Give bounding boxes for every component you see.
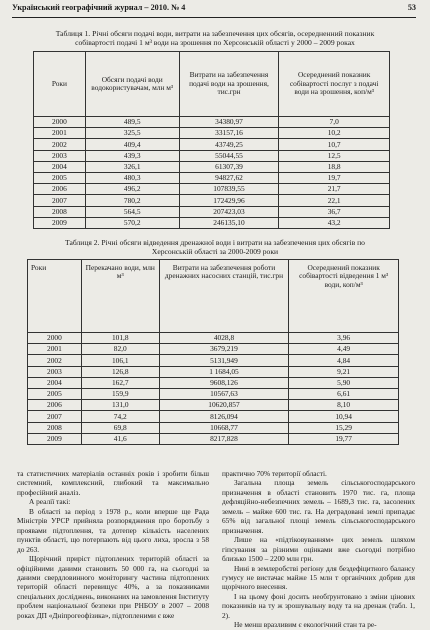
table-cell: 8,10 [289,400,399,411]
table-row [34,117,390,128]
table-cell: 2002 [34,139,86,150]
table-cell: 19,77 [289,433,399,444]
table-cell: 10567,63 [159,388,289,399]
body-paragraph: Нині в землеробстві регіону для бездефіцитного балансу гумусу не вистачає майже 15 млн т органічних добрив для щорічного внесення. [222,563,415,592]
table-cell: 74,2 [81,411,159,422]
table-cell: 10,94 [289,411,399,422]
table-row [28,333,399,344]
table-cell: 325,5 [85,128,179,139]
table-cell: 2008 [34,206,86,217]
table-row [34,206,390,217]
table-cell: 480,3 [85,172,179,183]
table-row [28,344,399,355]
table-cell: 9608,126 [159,377,289,388]
table-cell: 172429,96 [179,195,279,206]
table-cell: 570,2 [85,217,179,228]
page-number: 53 [407,3,416,12]
table-cell: 780,2 [85,195,179,206]
table-cell: 101,8 [81,333,159,344]
body-paragraph: Щорічний приріст підтоплених територій області за офіційними даними становить 50 000 га, на сьогодні за даними свердловинного моніторингу частина підтоплених територій області перевищує 40%, а за показниками спеціальних досліджень, виконаних на замовлення Інституту проблем національної безпеки при РНБОУ в 2007 – 2008 роках ДП «Дніпрогеофізика», підтопленими є вже [17,554,209,620]
table2-header-unit-cost: Осереднений показник собівартості відведення 1 м³ води, коп/м³ [289,260,399,333]
table-row [28,433,399,444]
table-cell: 10,7 [279,139,390,150]
table-cell: 2009 [34,217,86,228]
table2-header-row [28,260,399,333]
table-cell: 2005 [28,388,82,399]
table-cell: 2008 [28,422,82,433]
table-cell: 3679,219 [159,344,289,355]
table-cell: 496,2 [85,184,179,195]
table-row [28,355,399,366]
table-cell: 12,5 [279,150,390,161]
table-cell: 19,7 [279,172,390,183]
table-cell: 107839,55 [179,184,279,195]
running-head [12,3,416,18]
table-cell: 1 1684,05 [159,366,289,377]
journal-title: Український географічний журнал – 2010. № 4 [12,3,186,12]
table-cell: 246135,10 [179,217,279,228]
body-paragraph: та статистичних матеріалів останніх років і зробити більш системний, комплексний, глибокий та максимально професійний аналіз. [17,469,209,497]
table-cell: 409,4 [85,139,179,150]
table-row [34,195,390,206]
table-cell: 8126,094 [159,411,289,422]
table-cell: 22,1 [279,195,390,206]
table-cell: 126,8 [81,366,159,377]
table2-caption-line2: Херсонській області за 2000-2009 роки [151,247,279,256]
table1-caption-line1: Таблиця 1. Річні обсяги подачі води, витрати на забезпечення цих обсягів, осередненний показник [55,29,375,38]
table1 [33,51,390,229]
table-row [28,422,399,433]
body-column-right [222,469,415,630]
table-cell: 61307,39 [179,161,279,172]
table-cell: 43,2 [279,217,390,228]
body-column-left [17,469,209,620]
table-cell: 2003 [34,150,86,161]
table-cell: 207423,03 [179,206,279,217]
table-row [34,217,390,228]
table-cell: 2009 [28,433,82,444]
table-cell: 2004 [34,161,86,172]
table-cell: 131,0 [81,400,159,411]
body-paragraph: практично 70% території області. [222,469,327,478]
table-cell: 564,5 [85,206,179,217]
body-paragraph: В області за період з 1978 р., коли вперше ще Рада Міністрів УРСР прийняла розпорядження про боротьбу з проявами підтоплення, та дотепер кількість населених пунктів області, що потерпають від цього лиха, зросла з 58 до 263. [17,506,209,554]
table-cell: 106,1 [81,355,159,366]
body-paragraph: І на цьому фоні досить необґрунтовано з зміни цінових показників на ту ж зрошувальну воду та на дренаж (табл. 1, 2). [222,591,415,620]
table-cell: 94827,62 [179,172,279,183]
table-cell: 55044,55 [179,150,279,161]
table-cell: 41,6 [81,433,159,444]
table-row [34,161,390,172]
table1-header-volume: Обсяги подачі води водокористувачам, млн м³ [85,52,179,117]
table-row [28,411,399,422]
body-paragraph: Не менш вразливим є екологічний стан та ре- [234,620,377,630]
table1-header-cost: Витрати на забезпечення подачі води на зрошення, тис.грн [179,52,279,117]
table-cell: 326,1 [85,161,179,172]
table-cell: 2006 [34,184,86,195]
table1-caption-line2: собівартості подачі 1 м³ води на зрошення по Херсонській області у 2000 – 2009 роках [75,38,355,47]
table-cell: 2003 [28,366,82,377]
table2-header-cost: Витрати на забезпечення роботи дренажних насосних станцій, тис.грн [159,260,289,333]
table-cell: 2001 [28,344,82,355]
table-cell: 4028,8 [159,333,289,344]
table-cell: 2004 [28,377,82,388]
table1-body [34,117,390,229]
table-cell: 34380,97 [179,117,279,128]
body-paragraph: Загальна площа земель сільськогосподарського призначення в області становить 1970 тис. га, площа дефляційно-небезпечних земель – 1689,3 тис. га, засолених земель – майже 600 тис. га. На деградовані землі припадає 65% від загальної площі земель сільськогосподарського призначення. [222,478,415,535]
table-cell: 4,49 [289,344,399,355]
table-cell: 5,90 [289,377,399,388]
table1-header-unit-cost: Осереднений показник собівартості послуг з подачі води на зрошення, коп/м³ [279,52,390,117]
table-cell: 5131,949 [159,355,289,366]
table-cell: 36,7 [279,206,390,217]
table-row [34,150,390,161]
table-cell: 2001 [34,128,86,139]
table-cell: 2002 [28,355,82,366]
table-row [28,366,399,377]
body-paragraph: А реалії такі: [29,497,71,507]
table1-header-year: Роки [34,52,86,117]
table-cell: 9,21 [289,366,399,377]
table2 [27,259,399,445]
table-cell: 10668,77 [159,422,289,433]
table-row [34,128,390,139]
table-cell: 8217,828 [159,433,289,444]
table2-caption [14,238,416,256]
table-cell: 33157,16 [179,128,279,139]
table-cell: 2000 [34,117,86,128]
table-cell: 18,8 [279,161,390,172]
table-cell: 21,7 [279,184,390,195]
body-paragraph: Лише на «підтіковуванням» цих земель шляхом гіпсування за різними оцінками вже сьогодні потрібно близько 1500 – 2200 млн грн. [222,535,415,564]
table1-caption [14,29,416,47]
table-cell: 10,2 [279,128,390,139]
table-row [28,377,399,388]
table-row [28,388,399,399]
table-cell: 82,0 [81,344,159,355]
table-row [34,139,390,150]
table-cell: 2006 [28,400,82,411]
table-cell: 439,3 [85,150,179,161]
table-cell: 4,84 [289,355,399,366]
table-cell: 2007 [28,411,82,422]
table-cell: 15,29 [289,422,399,433]
table-cell: 489,5 [85,117,179,128]
table-row [34,184,390,195]
table-cell: 7,0 [279,117,390,128]
table-cell: 10620,857 [159,400,289,411]
table1-header-row [34,52,390,117]
table2-caption-line1: Таблиця 2. Річні обсяги відведення дренажної води і витрати на забезпечення цих обсягів по [65,238,365,247]
table-cell: 6,61 [289,388,399,399]
table-cell: 69,8 [81,422,159,433]
table-cell: 162,7 [81,377,159,388]
table2-header-pumped: Перекачано води, млн м³ [81,260,159,333]
table-cell: 3,96 [289,333,399,344]
table-row [34,172,390,183]
table-cell: 159,9 [81,388,159,399]
table-cell: 43749,25 [179,139,279,150]
table2-header-year: Роки [28,260,82,333]
table-cell: 2005 [34,172,86,183]
table2-body [28,333,399,445]
table-cell: 2007 [34,195,86,206]
table-row [28,400,399,411]
table-cell: 2000 [28,333,82,344]
